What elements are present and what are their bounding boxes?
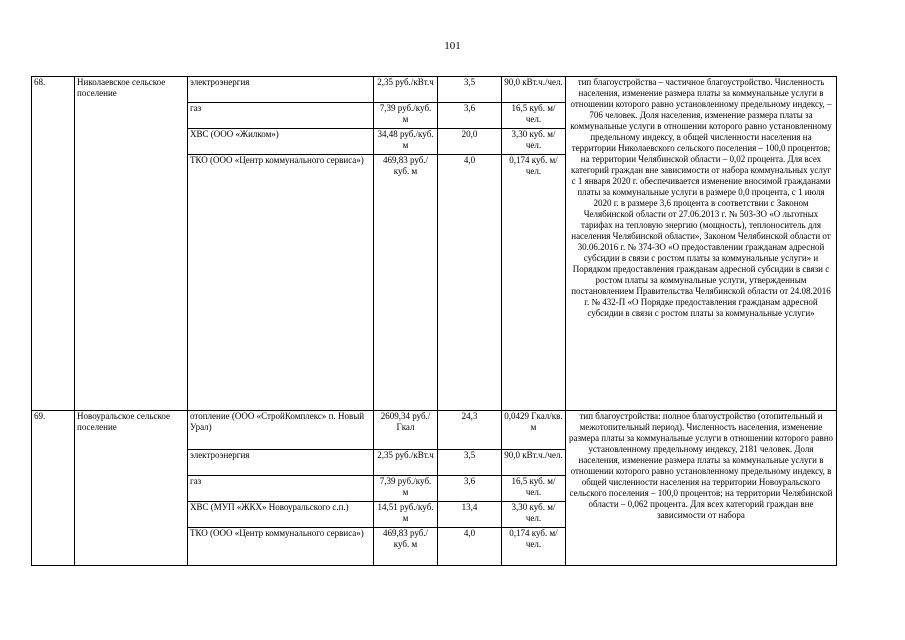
tariff-price: 34,48 руб./куб. м [374, 129, 438, 155]
consumption-norm: 16,5 куб. м/чел. [502, 476, 566, 502]
tariff-price: 469,83 руб./куб. м [374, 155, 438, 411]
table-row [32, 411, 837, 450]
tariff-price: 2609,34 руб./Гкал [374, 411, 438, 450]
tariff-price: 2,35 руб./кВт.ч [374, 77, 438, 103]
service-name: газ [188, 103, 374, 129]
service-name: ТКО (ООО «Центр коммунального сервиса») [188, 155, 374, 411]
tariff-price: 469,83 руб./куб. м [374, 528, 438, 566]
consumption-norm: 0,174 куб. м/чел. [502, 528, 566, 566]
service-name: газ [188, 476, 374, 502]
growth-percent: 3,5 [438, 450, 502, 476]
growth-percent: 3,6 [438, 103, 502, 129]
growth-percent: 3,6 [438, 476, 502, 502]
row-number: 69. [32, 411, 75, 566]
tariff-price: 7,39 руб./куб. м [374, 476, 438, 502]
settlement-description: тип благоустройства – частичное благоустройство. Численность населения, изменение размера платы за коммунальные услуги в отношении которого равно установленному предельному индексу, – 706 человек. Доля населения, изменение размера платы за коммунальные услуги в отношении которого равно установленному предельному индексу, в общей численности населения на территории Николаевского сельского поселения – 100,0 процентов; на территории Челябинской области – 0,02 процента. Для всех категорий граждан вне зависимости от набора коммунальных услуг с 1 января 2020 г. обеспечивается изменение вносимой гражданами платы за коммунальные услуги в размере 0,0 процента, с 1 июля 2020 г. в размере 3,6 процента в соответствии с Законом Челябинской области от 27.06.2013 г. № 503-ЗО «О льготных тарифах на тепловую энергию (мощность), теплоноситель для населения Челябинской области», Законом Челябинской области от 30.06.2016 г. № 374-ЗО «О предоставлении гражданам адресной субсидии в связи с ростом платы за коммунальные услуги» и Порядком предоставления гражданам адресной субсидии в связи с ростом платы за коммунальные услуги, утвержденным постановлением Правительства Челябинской области от 24.08.2016 г. № 432-П «О Порядке предоставления гражданам адресной субсидии в связи с ростом платы за коммунальные услуги» [566, 77, 837, 411]
settlement-name: Новоуральское сельское поселение [75, 411, 188, 566]
service-name: ТКО (ООО «Центр коммунального сервиса») [188, 528, 374, 566]
page-number: 101 [444, 40, 461, 52]
service-name: электроэнергия [188, 77, 374, 103]
tariff-table [31, 76, 837, 566]
consumption-norm: 3,30 куб. м/чел. [502, 129, 566, 155]
consumption-norm: 16,5 куб. м/чел. [502, 103, 566, 129]
table-row [32, 77, 837, 103]
consumption-norm: 0,174 куб. м/чел. [502, 155, 566, 411]
service-name: ХВС (ООО «Жилком») [188, 129, 374, 155]
consumption-norm: 90,0 кВт.ч./чел. [502, 77, 566, 103]
tariff-price: 7,39 руб./куб. м [374, 103, 438, 129]
service-name: отопление (ООО «СтройКомплекс» п. Новый Урал) [188, 411, 374, 450]
consumption-norm: 0,0429 Гкал/кв. м [502, 411, 566, 450]
service-name: ХВС (МУП «ЖКХ» Новоуральского с.п.) [188, 502, 374, 528]
service-name: электроэнергия [188, 450, 374, 476]
tariff-price: 2,35 руб./кВт.ч [374, 450, 438, 476]
row-number: 68. [32, 77, 75, 411]
consumption-norm: 3,30 куб. м/чел. [502, 502, 566, 528]
tariff-price: 14,51 руб./куб. м [374, 502, 438, 528]
growth-percent: 24,3 [438, 411, 502, 450]
settlement-name: Николаевское сельское поселение [75, 77, 188, 411]
growth-percent: 20,0 [438, 129, 502, 155]
growth-percent: 13,4 [438, 502, 502, 528]
growth-percent: 4,0 [438, 528, 502, 566]
consumption-norm: 90,0 кВт.ч./чел. [502, 450, 566, 476]
growth-percent: 3,5 [438, 77, 502, 103]
settlement-description: тип благоустройства: полное благоустройство (отопительный и межотопительный период). Численность населения, изменение размера платы за коммунальные услуги в отношении которого равно установленному предельному индексу, 2181 человек. Доля населения, изменение размера платы за коммунальные услуги в отношении которого равно установленному предельному индексу, в общей численности населения на территории Новоуральского сельского поселения – 100,0 процентов; на территории Челябинской области – 0,062 процента. Для всех категорий граждан вне зависимости от набора [566, 411, 837, 566]
growth-percent: 4,0 [438, 155, 502, 411]
